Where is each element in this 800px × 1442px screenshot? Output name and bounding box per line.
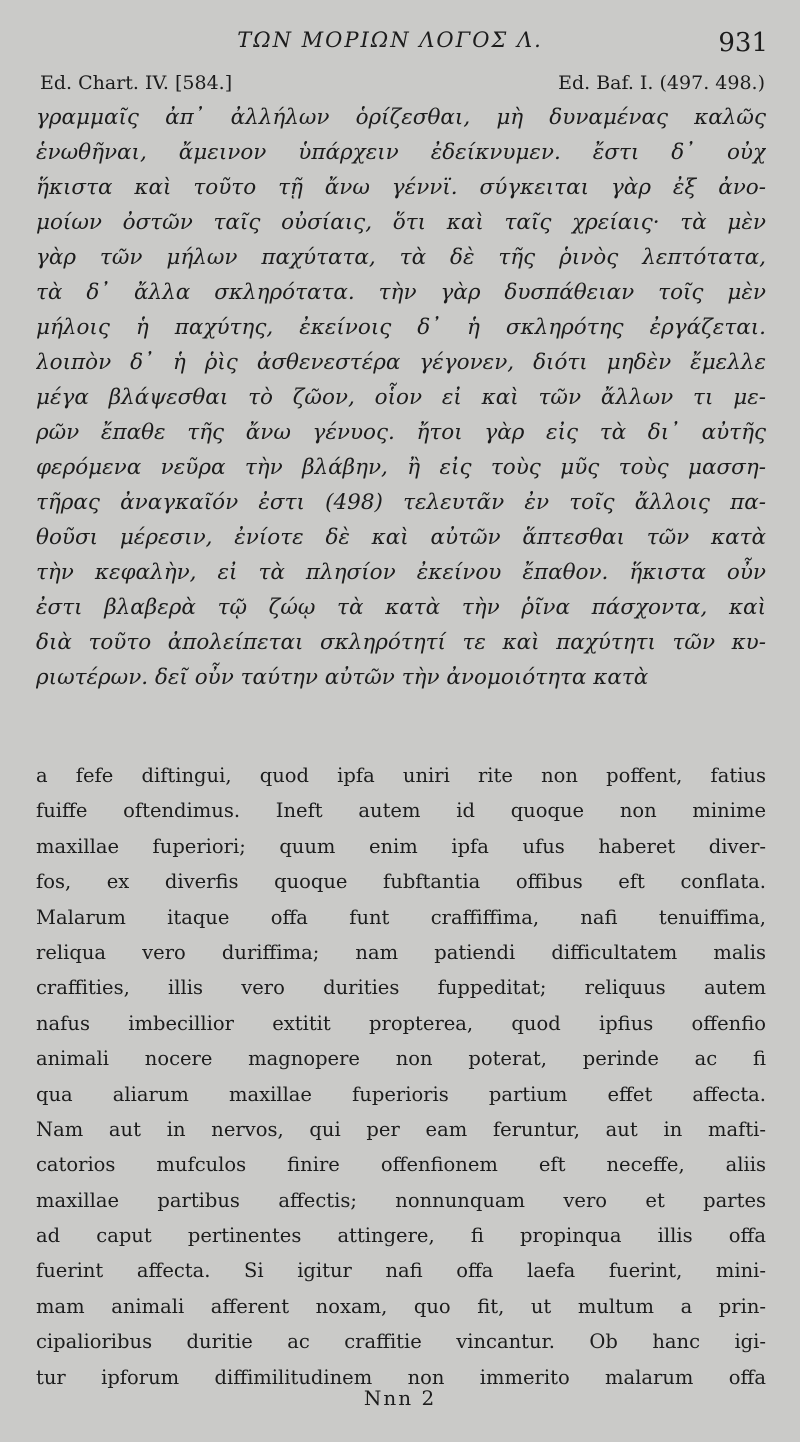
page-number: 931 [718, 28, 768, 58]
latin-line: tur ipforum diffimilitudinem non immerito malarum offa [36, 1365, 766, 1389]
greek-line: μήλοις ἡ παχύτης, ἐκείνοις δ᾿ ἡ σκληρότης ἐργάζεται. [36, 315, 766, 340]
greek-line: τὴν κεφαλὴν, εἰ τὰ πλησίον ἐκείνου ἔπαθον. ἥκιστα οὖν [36, 560, 766, 585]
greek-line: μοίων ὀστῶν ταῖς οὐσίαις, ὅτι καὶ ταῖς χρείαις· τὰ μὲν [36, 210, 766, 235]
latin-line: animali nocere magnopere non poterat, perinde ac fi [36, 1047, 766, 1071]
greek-line: μέγα βλάψεσθαι τὸ ζῶον, οἷον εἰ καὶ τῶν ἄλλων τι με- [36, 385, 766, 410]
latin-line: fos, ex diverfis quoque fubftantia offibus eft conflata. [36, 870, 766, 894]
edition-basel: Ed. Baf. I. (497. 498.) [558, 72, 765, 94]
greek-line: γραμμαῖς ἀπ᾿ ἀλλήλων ὁρίζεσθαι, μὴ δυναμένας καλῶς [36, 105, 766, 130]
greek-line: φερόμενα νεῦρα τὴν βλάβην, ἢ εἰς τοὺς μῦς τοὺς μασση- [36, 455, 766, 480]
greek-line: θοῦσι μέρεσιν, ἐνίοτε δὲ καὶ αὐτῶν ἅπτεσθαι τῶν κατὰ [36, 525, 766, 550]
greek-line: διὰ τοῦτο ἀπολείπεται σκληρότητί τε καὶ παχύτητι τῶν κυ- [36, 630, 766, 655]
edition-reference [40, 72, 765, 100]
latin-line: fuiffe oftendimus. Ineft autem id quoque non minime [36, 799, 766, 823]
latin-line: fuerint affecta. Si igitur nafi offa laefa fuerint, mini- [36, 1259, 766, 1283]
greek-line: τὰ δ᾿ ἄλλα σκληρότατα. τὴν γὰρ δυσπάθειαν τοῖς μὲν [36, 280, 766, 305]
greek-line: ἥκιστα καὶ τοῦτο τῇ ἄνω γέννϊ. σύγκειται γὰρ ἐξ ἀνο- [36, 175, 766, 200]
latin-line: a fefe diftingui, quod ipfa uniri rite non poffent, fatius [36, 764, 766, 787]
greek-line: ἑνωθῆναι, ἄμεινον ὑπάρχειν ἐδείκνυμεν. ἔστι δ᾿ οὐχ [36, 140, 766, 165]
latin-line: reliqua vero duriffima; nam patiendi difficultatem malis [36, 940, 766, 964]
edition-chartier: Ed. Chart. IV. [584.] [40, 72, 233, 94]
running-head [0, 28, 800, 58]
latin-line: ad caput pertinentes attingere, fi propinqua illis offa [36, 1224, 766, 1248]
latin-line: catorios mufculos finire offenfionem eft neceffe, aliis [36, 1153, 766, 1177]
greek-line: ρῶν ἔπαθε τῆς ἄνω γένυος. ἤτοι γὰρ εἰς τὰ δι᾿ αὐτῆς [36, 420, 766, 445]
latin-line: nafus imbecillior extitit propterea, quod ipfius offenfio [36, 1011, 766, 1035]
greek-line: λοιπὸν δ᾿ ἡ ῥὶς ἀσθενεστέρα γέγονεν, διότι μηδὲν ἔμελλε [36, 350, 766, 375]
latin-line: maxillae fuperiori; quum enim ipfa ufus haberet diver- [36, 834, 766, 858]
printer-signature: Nnn 2 [363, 1386, 437, 1410]
latin-line: maxillae partibus affectis; nonnunquam vero et partes [36, 1188, 766, 1212]
latin-line: qua aliarum maxillae fuperioris partium effet affecta. [36, 1082, 766, 1106]
greek-text [36, 100, 766, 695]
greek-line: γὰρ τῶν μήλων παχύτατα, τὰ δὲ τῆς ῥινὸς λεπτότατα, [36, 245, 766, 270]
latin-line: Malarum itaque offa funt craffiffima, nafi tenuiffima, [36, 905, 766, 929]
greek-line: τῆρας ἀναγκαῖόν ἐστι (498) τελευτᾶν ἐν τοῖς ἄλλοις πα- [36, 490, 766, 515]
latin-line: mam animali afferent noxam, quo fit, ut multum a prin- [36, 1294, 766, 1318]
latin-line: cipalioribus duritie ac craffitie vincantur. Ob hanc igi- [36, 1330, 766, 1354]
greek-line: ἐστι βλαβερὰ τῷ ζώῳ τὰ κατὰ τὴν ῥῖνα πάσχοντα, καὶ [36, 595, 766, 620]
latin-line: craffities, illis vero durities fuppeditat; reliquus autem [36, 976, 766, 1000]
running-title: ΤΩΝ ΜΟΡΙΩΝ ΛΟΓΟΣ Λ. [237, 28, 543, 52]
latin-line: Nam aut in nervos, qui per eam feruntur, aut in mafti- [36, 1117, 766, 1141]
latin-text [36, 758, 766, 1395]
greek-line: ριωτέρων. δεῖ οὖν ταύτην αὐτῶν τὴν ἀνομοιότητα κατὰ [36, 665, 649, 690]
